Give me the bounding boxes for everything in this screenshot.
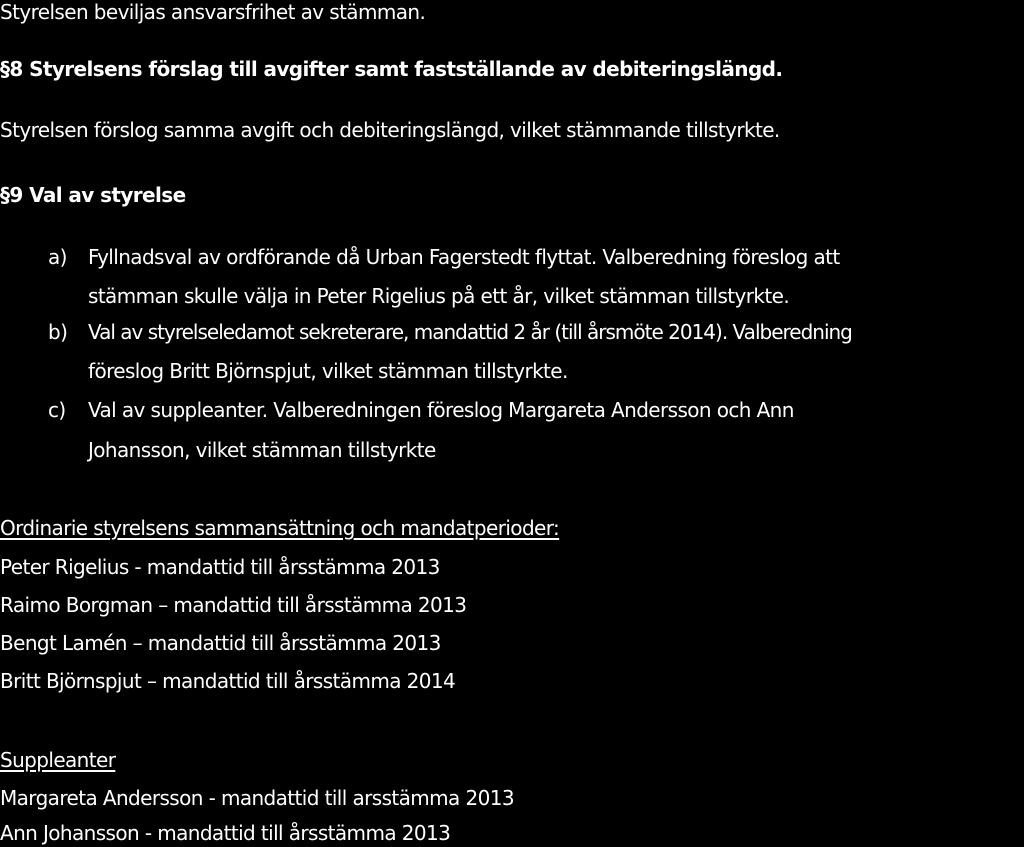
deputy-member: Ann Johansson - mandattid till årsstämma 2013 [0,821,451,845]
list-item-line: Johansson, vilket stämman tillstyrkte [88,438,436,462]
board-member: Bengt Lamén – mandattid till årsstämma 2013 [0,631,441,655]
ansvarsfrihet-text: Styrelsen beviljas ansvarsfrihet av stämman. [0,0,426,24]
list-item-line: föreslog Britt Björnspjut, vilket stämman tillstyrkte. [88,359,568,383]
deputies-heading: Suppleanter [0,748,116,772]
board-heading: Ordinarie styrelsens sammansättning och mandatperioder: [0,516,560,540]
list-item-line: Fyllnadsval av ordförande då Urban Fagerstedt flyttat. Valberedning föreslog att [88,245,840,269]
list-item-line: stämman skulle välja in Peter Rigelius på ett år, vilket stämman tillstyrkte. [88,284,790,308]
section-8-heading: §8 Styrelsens förslag till avgifter samt fastställande av debiteringslängd. [0,57,783,81]
deputy-member: Margareta Andersson - mandattid till arsstämma 2013 [0,786,514,810]
section-9-heading: §9 Val av styrelse [0,183,186,207]
list-marker: a) [48,245,67,269]
board-member: Raimo Borgman – mandattid till årsstämma 2013 [0,593,467,617]
section-8-text: Styrelsen förslog samma avgift och debiteringslängd, vilket stämmande tillstyrkte. [0,118,780,142]
board-member: Britt Björnspjut – mandattid till årsstämma 2014 [0,669,456,693]
list-item-line: Val av styrelseledamot sekreterare, mandattid 2 år (till årsmöte 2014). Valberedning [88,320,852,344]
board-member: Peter Rigelius - mandattid till årsstämma 2013 [0,555,440,579]
list-marker: b) [48,320,68,344]
list-marker: c) [48,398,66,422]
list-item-line: Val av suppleanter. Valberedningen föreslog Margareta Andersson och Ann [88,398,794,422]
